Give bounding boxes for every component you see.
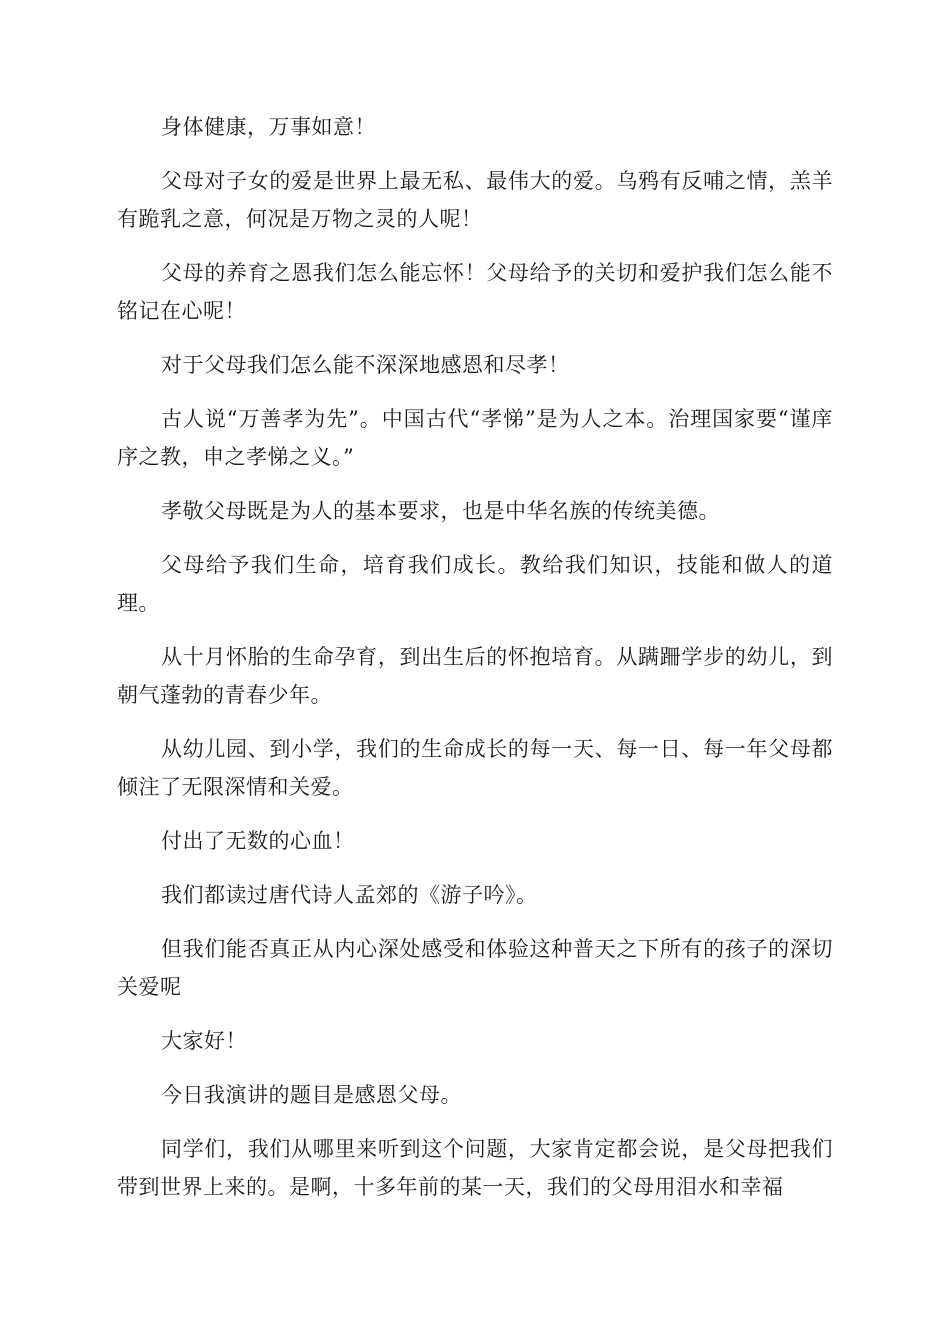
- paragraph: 我们都读过唐代诗人孟郊的《游子吟》。: [161, 883, 538, 907]
- paragraph: 古人说“万善孝为先”。中国古代“孝悌”是为人之本。治理国家要“谨庠序之教，申之孝悌之义。”: [117, 407, 833, 469]
- paragraph: 父母的养育之恩我们怎么能忘怀！父母给予的关切和爱护我们怎么能不铭记在心呢！: [117, 261, 833, 323]
- paragraph: 从幼儿园、到小学，我们的生命成长的每一天、每一日、每一年父母都倾注了无限深情和关爱。: [117, 737, 833, 799]
- paragraph: 付出了无数的心血！: [161, 829, 355, 853]
- document-body: [117, 108, 833, 1222]
- paragraph: 父母对子女的爱是世界上最无私、最伟大的爱。乌鸦有反哺之情，羔羊有跪乳之意，何况是万物之灵的人呢！: [117, 169, 833, 231]
- paragraph: 大家好！: [161, 1029, 247, 1053]
- paragraph: 从十月怀胎的生命孕育，到出生后的怀抱培育。从蹒跚学步的幼儿，到朝气蓬勃的青春少年。: [117, 645, 833, 707]
- paragraph: 父母给予我们生命，培育我们成长。教给我们知识，技能和做人的道理。: [117, 553, 833, 615]
- paragraph: 但我们能否真正从内心深处感受和体验这种普天之下所有的孩子的深切关爱呢: [117, 937, 833, 999]
- paragraph: 身体健康，万事如意！: [161, 115, 376, 139]
- paragraph: 今日我演讲的题目是感恩父母。: [161, 1083, 462, 1107]
- paragraph: 对于父母我们怎么能不深深地感恩和尽孝！: [161, 353, 570, 377]
- paragraph: 同学们，我们从哪里来听到这个问题，大家肯定都会说，是父母把我们带到世界上来的。是啊，十多年前的某一天，我们的父母用泪水和幸福: [117, 1137, 833, 1199]
- paragraph: 孝敬父母既是为人的基本要求，也是中华名族的传统美德。: [161, 499, 720, 523]
